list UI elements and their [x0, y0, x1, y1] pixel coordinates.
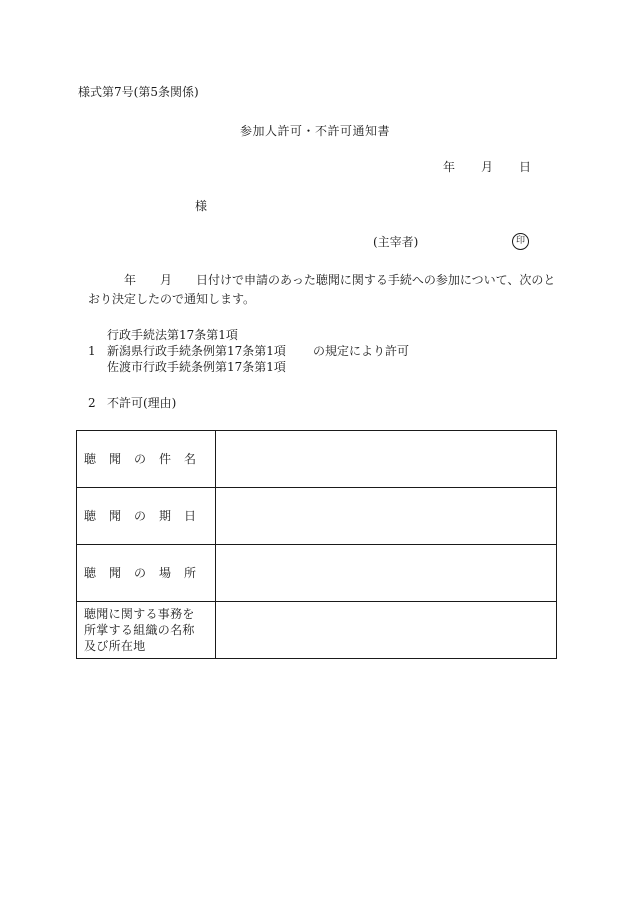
- hearing-date-label: [77, 488, 216, 545]
- table-row: [77, 602, 557, 659]
- hearing-name-value[interactable]: [216, 431, 557, 488]
- table-row: [77, 488, 557, 545]
- date-month-label: 月: [481, 160, 494, 174]
- reject-label: 不許可(理由): [107, 396, 177, 410]
- label-char: 聴: [84, 566, 97, 580]
- date-year-label: 年: [443, 160, 456, 174]
- hearing-place-label: [77, 545, 216, 602]
- item-number-1: 1: [88, 344, 96, 358]
- law-option-prefecture: 新潟県行政手続条例第17条第1項: [107, 344, 286, 358]
- organization-label-text: 聴聞に関する事務を 所掌する組織の名称 及び所在地: [84, 607, 195, 653]
- item-number-2: 2: [88, 396, 96, 410]
- date-day-label: 日: [519, 160, 532, 174]
- label-char: 名: [183, 452, 196, 466]
- body-text-line-2: おり決定したので通知します。: [88, 292, 256, 306]
- label-char: 期: [158, 509, 171, 523]
- law-option-city: 佐渡市行政手続条例第17条第1項: [107, 360, 286, 374]
- date-line: [443, 161, 531, 173]
- hearing-info-table: [76, 430, 557, 659]
- label-char: 聞: [108, 509, 121, 523]
- body-text-line-1: 年 月 日付けで申請のあった聴聞に関する手続への参加について、次のと: [124, 273, 556, 287]
- form-number: 様式第7号(第5条関係): [78, 85, 199, 99]
- hearing-name-label: [77, 431, 216, 488]
- law-option-national: 行政手続法第17条第1項: [107, 328, 238, 342]
- table-row: [77, 431, 557, 488]
- organization-label: [77, 602, 216, 659]
- hearing-date-value[interactable]: [216, 488, 557, 545]
- label-char: の: [133, 509, 146, 523]
- label-char: 聞: [108, 566, 121, 580]
- addressee-honorific: 様: [195, 199, 208, 213]
- label-char: 聴: [84, 509, 97, 523]
- permit-suffix: の規定により許可: [313, 344, 410, 358]
- label-char: 場: [158, 566, 171, 580]
- label-char: 聴: [84, 452, 97, 466]
- organizer-label: (主宰者): [373, 235, 419, 249]
- label-char: の: [133, 452, 146, 466]
- label-char: 所: [183, 566, 196, 580]
- label-char: 聞: [108, 452, 121, 466]
- label-char: 日: [183, 509, 196, 523]
- hearing-place-value[interactable]: [216, 545, 557, 602]
- label-char: 件: [158, 452, 171, 466]
- label-char: の: [133, 566, 146, 580]
- organization-value[interactable]: [216, 602, 557, 659]
- document-title: 参加人許可・不許可通知書: [239, 124, 390, 138]
- seal-icon: 印: [512, 233, 529, 250]
- table-row: [77, 545, 557, 602]
